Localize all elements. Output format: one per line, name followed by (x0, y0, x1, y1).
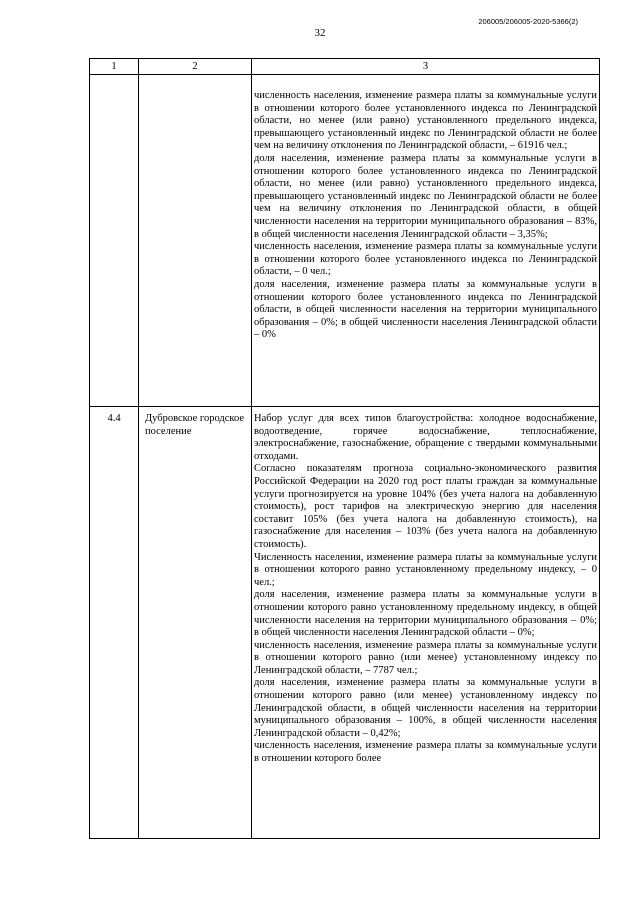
document-table (89, 58, 600, 839)
settlement-name: Дубровское городское поселение (139, 407, 252, 839)
paragraph: численность населения, изменение размера платы за коммунальные услуги в отношении которого равно (или менее) установленному индексу по Ленинградской области, – 7787 чел.; (254, 639, 597, 676)
description-cell (252, 407, 600, 839)
paragraph: численность населения, изменение размера платы за коммунальные услуги в отношении которого более установленного индекса по Ленинградской области, – 0 чел.; (254, 241, 597, 278)
paragraph: Набор услуг для всех типов благоустройства: холодное водоснабжение, водоотведение, горячее водоснабжение, теплоснабжение, электроснабжение, газоснабжение, обращение с твердыми коммунальными отходами. (254, 413, 597, 462)
description-cell (252, 75, 600, 407)
table-row-continuation (90, 75, 600, 407)
page-number: 32 (314, 27, 326, 39)
settlement-name (139, 75, 252, 407)
paragraph: численность населения, изменение размера платы за коммунальные услуги в отношении которого более (254, 740, 597, 765)
paragraph: доля населения, изменение размера платы за коммунальные услуги в отношении которого более установленного индекса по Ленинградской области, но менее (или равно) установленного предельного индекса, превышающего установленный индекс по Ленинградской области не более чем на величину отклонения по Ленинградской области, в общей численности населения на территории муниципального образования – 83%, в общей численности населения Ленинградской области – 3,35%; (254, 152, 597, 240)
document-code: 206005/206005-2020-5366(2) (478, 17, 578, 26)
column-header-1: 1 (90, 59, 139, 75)
paragraph: Численность населения, изменение размера платы за коммунальные услуги в отношении которого равно установленному предельному индексу, – 0 чел.; (254, 551, 597, 588)
table-header-row (90, 59, 600, 75)
paragraph: доля населения, изменение размера платы за коммунальные услуги в отношении которого более установленного индекса по Ленинградской области, в общей численности населения на территории муниципального образования – 0%; в общей численности населения Ленинградской области – 0% (254, 278, 597, 341)
paragraph: доля населения, изменение размера платы за коммунальные услуги в отношении которого равно (или менее) установленному индексу по Ленинградской области, в общей численности населения на территории муниципального образования – 100%, в общей численности населения Ленинградской области – 0,42%; (254, 677, 597, 739)
paragraph: численность населения, изменение размера платы за коммунальные услуги в отношении которого более установленного индекса по Ленинградской области, но менее (или равно) установленного предельного индекса, превышающего установленный индекс по Ленинградской области не более чем на величину отклонения по Ленинградской области, – 61916 чел.; (254, 90, 597, 152)
paragraph: Согласно показателям прогноза социально-экономического развития Российской Федерации на 2020 год рост платы граждан за коммунальные услуги прогнозируется на уровне 104% (без учета налога на добавленную стоимость), рост тарифов на электрическую энергию для населения составит 105% (без учета налога на добавленную стоимость), на газоснабжение для населения – 103% (без учета налога на добавленную стоимость). (254, 463, 597, 550)
column-header-2: 2 (139, 59, 252, 75)
table-row-4-4 (90, 407, 600, 839)
row-number (90, 75, 139, 407)
paragraph: доля населения, изменение размера платы за коммунальные услуги в отношении которого равно установленному предельному индексу, в общей численности населения на территории муниципального образования – 0%; в общей численности населения Ленинградской области – 0%; (254, 589, 597, 639)
row-number: 4.4 (90, 407, 139, 839)
column-header-3: 3 (252, 59, 600, 75)
